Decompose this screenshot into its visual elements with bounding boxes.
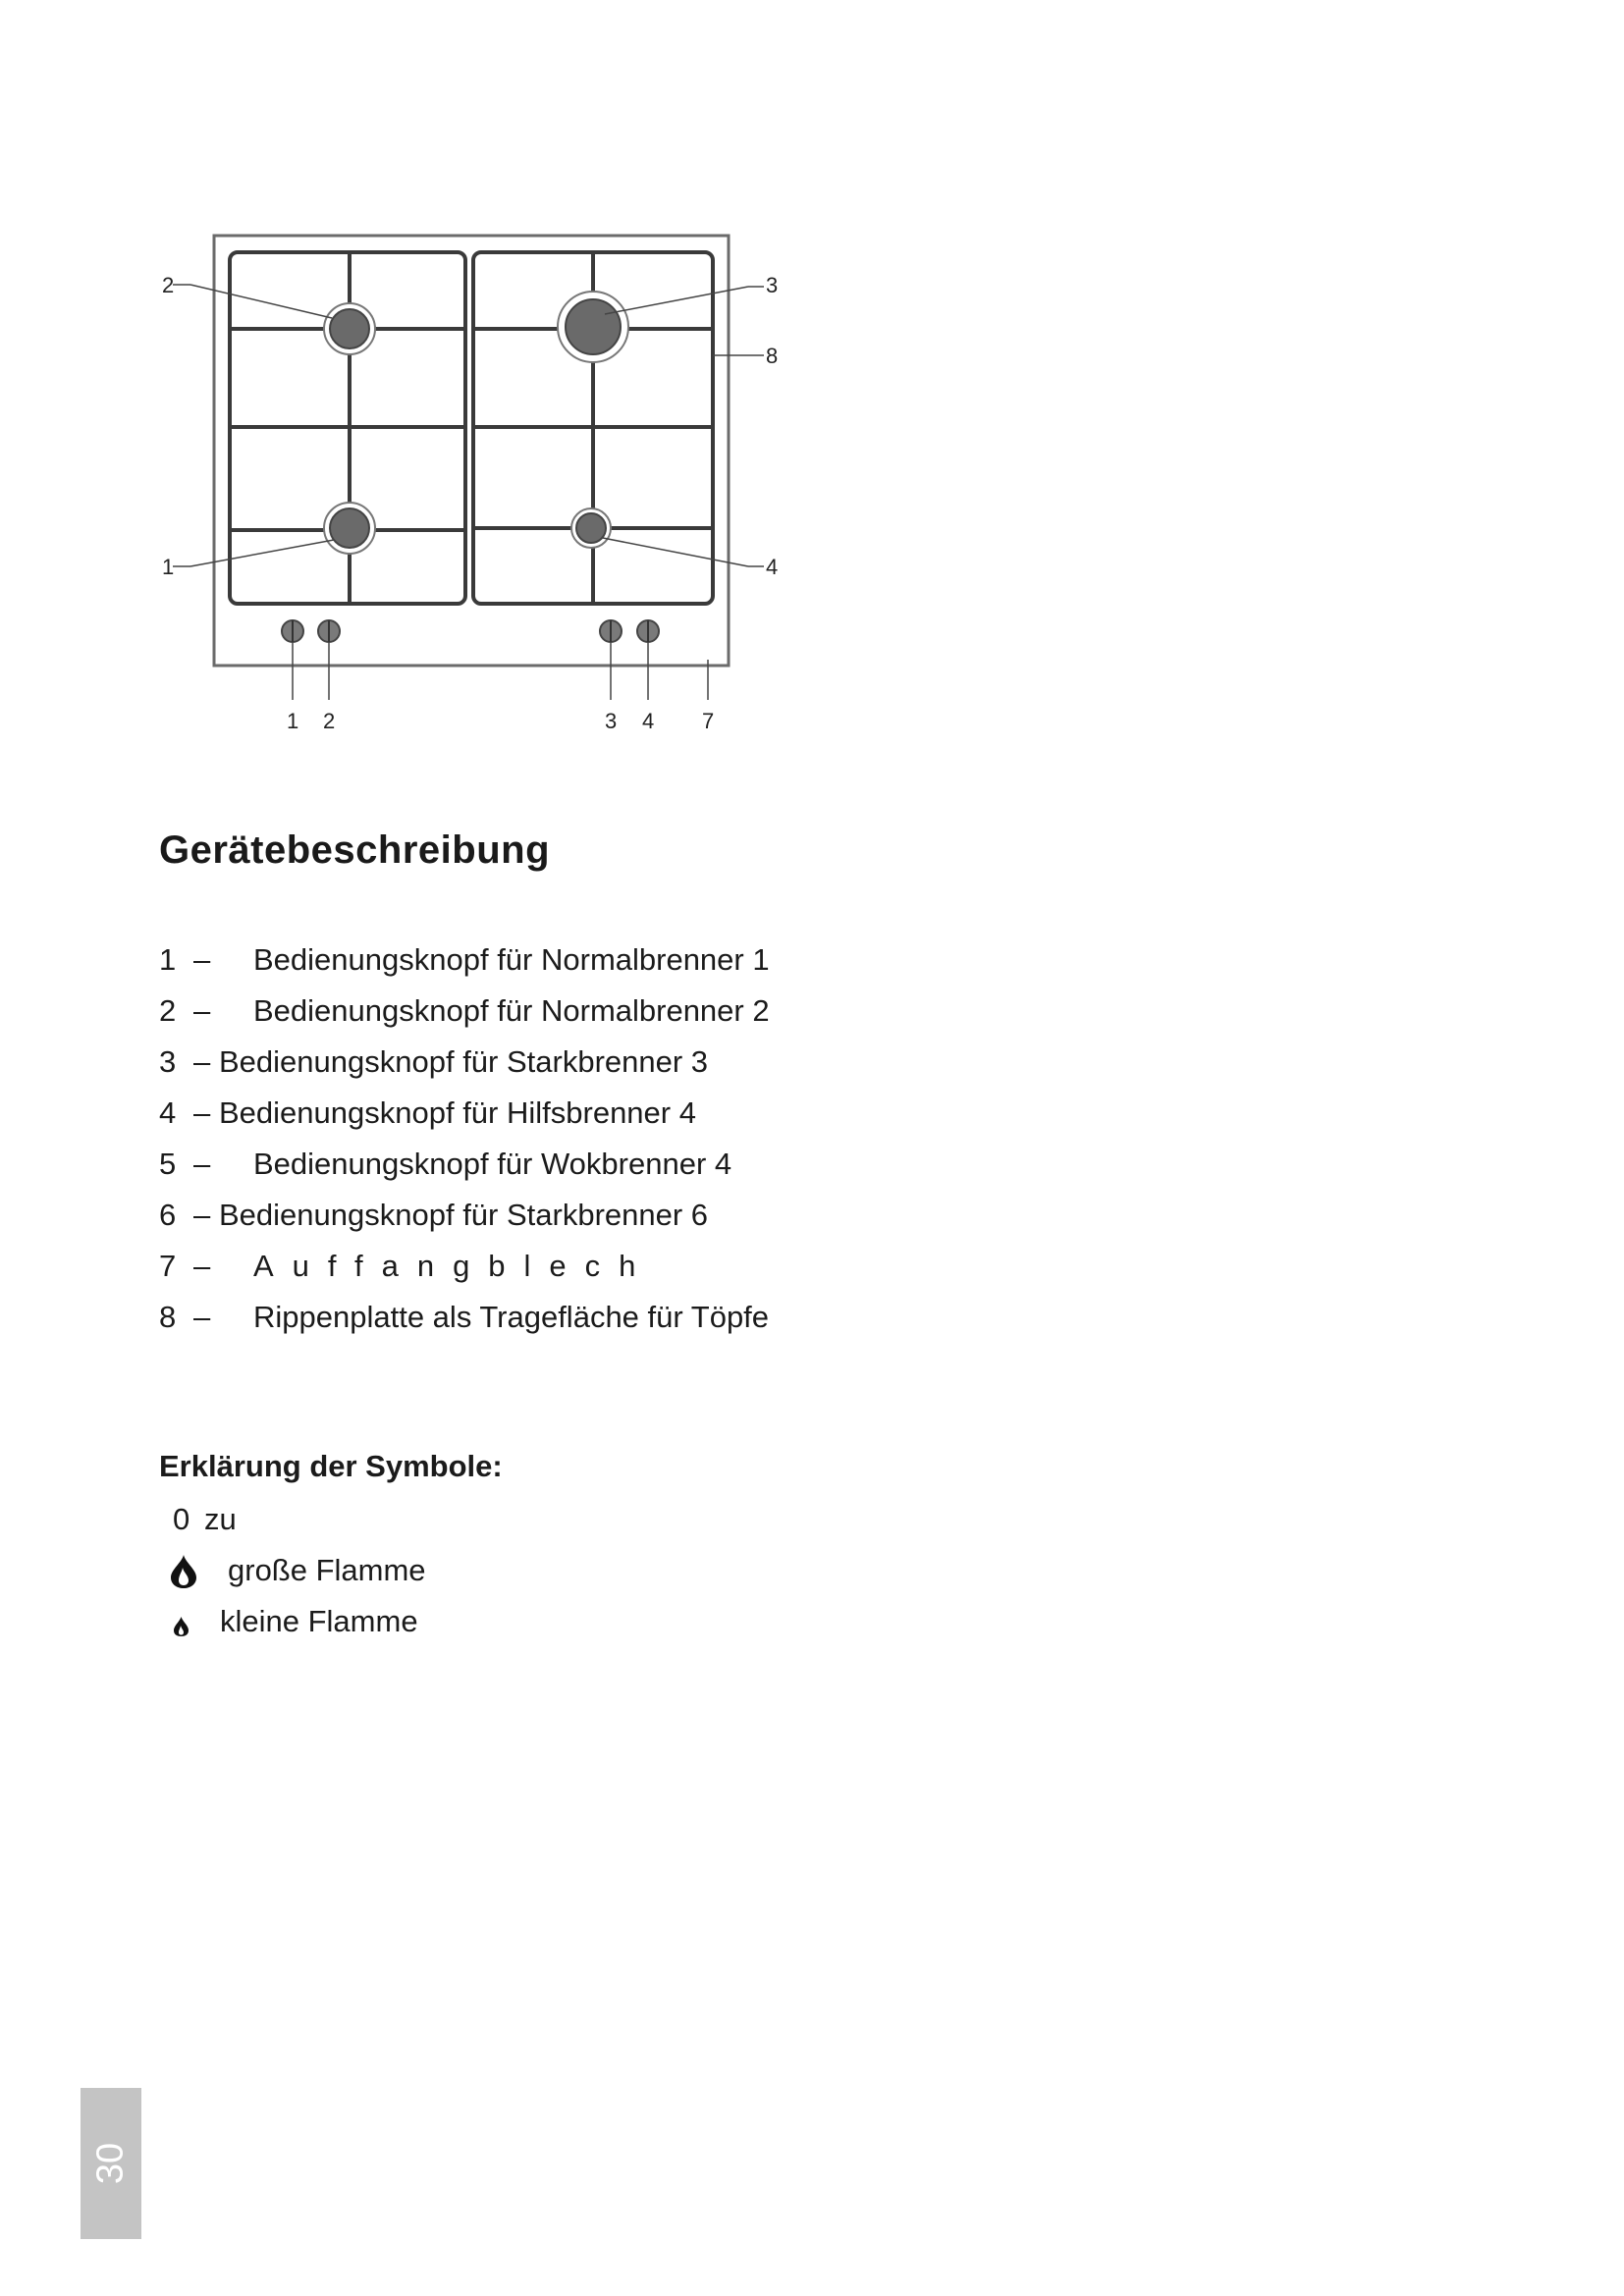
item-description: Bedienungsknopf für Normalbrenner 1 xyxy=(253,942,770,977)
burner-right-top xyxy=(558,292,628,362)
item-description: Bedienungsknopf für Hilfsbrenner 4 xyxy=(219,1095,696,1130)
callout-2: 2 xyxy=(162,273,175,297)
large-flame-label: große Flamme xyxy=(228,1553,426,1587)
item-dash: – xyxy=(193,1249,211,1283)
parts-list xyxy=(159,934,964,1343)
item-number: 4 xyxy=(159,1095,177,1130)
symbols-heading: Erklärung der Symbole: xyxy=(159,1449,503,1483)
item-number: 6 xyxy=(159,1198,177,1232)
callout-knob-2: 2 xyxy=(323,709,336,733)
list-item xyxy=(159,1088,964,1139)
page-number: 30 xyxy=(89,2142,132,2185)
item-number: 5 xyxy=(159,1147,177,1181)
zero-label: zu xyxy=(204,1502,237,1536)
list-item xyxy=(159,934,964,986)
item-description: Bedienungsknopf für Normalbrenner 2 xyxy=(253,993,770,1028)
knob-1 xyxy=(282,620,303,642)
small-flame-icon xyxy=(173,1616,189,1637)
callout-knob-3: 3 xyxy=(605,709,618,733)
item-dash: – xyxy=(193,1300,211,1334)
item-dash: – xyxy=(193,942,211,977)
list-item xyxy=(159,1139,964,1190)
list-item xyxy=(159,1037,964,1088)
burner-left-bottom xyxy=(324,503,375,554)
knob-3 xyxy=(600,620,622,642)
callout-4: 4 xyxy=(766,555,779,579)
burner-left-top xyxy=(324,303,375,354)
list-item xyxy=(159,986,964,1037)
callout-7: 7 xyxy=(702,709,715,733)
item-number: 1 xyxy=(159,942,177,977)
page-number-tab xyxy=(81,2088,141,2239)
callout-1: 1 xyxy=(162,555,175,579)
list-item xyxy=(159,1292,964,1343)
callout-knob-4: 4 xyxy=(642,709,655,733)
hob-diagram-svg xyxy=(147,216,795,746)
callout-3: 3 xyxy=(766,273,779,297)
item-dash: – xyxy=(193,1147,211,1181)
zero-symbol: 0 xyxy=(173,1502,190,1536)
leader-1-diag xyxy=(190,540,334,566)
callout-8: 8 xyxy=(766,344,779,368)
item-number: 8 xyxy=(159,1300,177,1334)
burner-right-bottom xyxy=(571,508,611,548)
item-description: Auffangblech xyxy=(253,1249,655,1283)
leader-3 xyxy=(605,287,748,314)
item-description: Bedienungsknopf für Wokbrenner 4 xyxy=(253,1147,732,1181)
knob-2 xyxy=(318,620,340,642)
item-dash: – xyxy=(193,1095,211,1130)
callout-knob-1: 1 xyxy=(287,709,299,733)
leader-2-diag xyxy=(190,285,332,318)
knob-4 xyxy=(637,620,659,642)
item-dash: – xyxy=(193,1198,211,1232)
small-flame-label: kleine Flamme xyxy=(220,1604,418,1638)
item-dash: – xyxy=(193,1044,211,1079)
item-number: 3 xyxy=(159,1044,177,1079)
list-item xyxy=(159,1241,964,1292)
item-description: Bedienungsknopf für Starkbrenner 6 xyxy=(219,1198,709,1232)
item-dash: – xyxy=(193,993,211,1028)
leader-4 xyxy=(603,538,748,566)
list-item xyxy=(159,1190,964,1241)
hob-diagram xyxy=(147,216,795,746)
item-description: Rippenplatte als Tragefläche für Töpfe xyxy=(253,1300,770,1334)
item-number: 7 xyxy=(159,1249,177,1283)
large-flame-icon xyxy=(169,1554,198,1589)
item-number: 2 xyxy=(159,993,177,1028)
section-heading: Gerätebeschreibung xyxy=(159,828,551,872)
item-description: Bedienungsknopf für Starkbrenner 3 xyxy=(219,1044,709,1079)
